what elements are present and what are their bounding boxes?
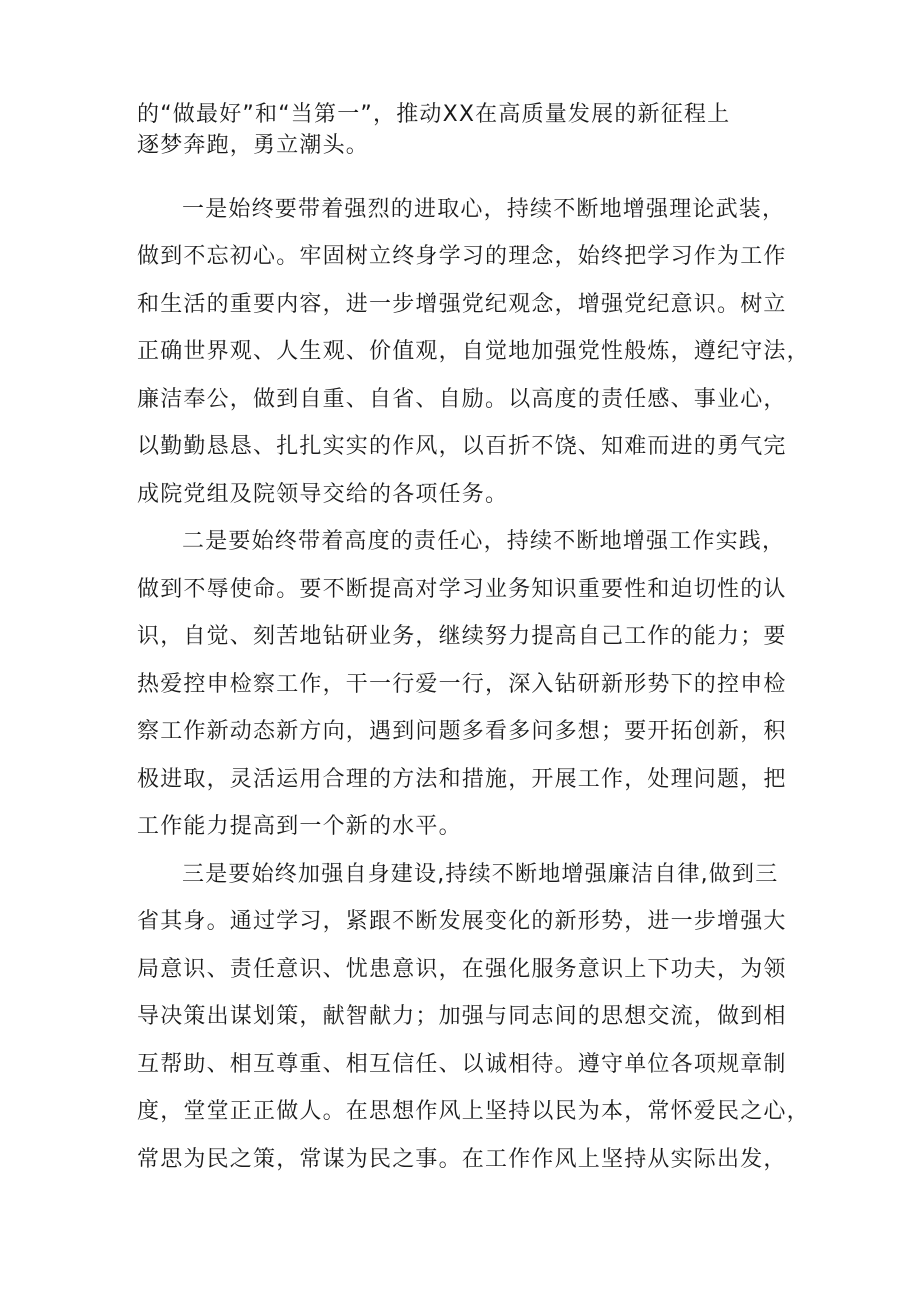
text-line: 做到不辱使命。要不断提高对学习业务知识重要性和迫切性的认 xyxy=(137,577,787,602)
text-line: 省其身。通过学习，紧跟不断发展变化的新形势，进一步增强大 xyxy=(137,909,787,934)
text-line: 做到不忘初心。牢固树立终身学习的理念，始终把学习作为工作 xyxy=(137,244,787,269)
text-line: 局意识、责任意识、忧患意识，在强化服务意识上下功夫，为领 xyxy=(137,957,787,982)
text-line: 逐梦奔跑，勇立潮头。 xyxy=(137,133,370,158)
text-line: 察工作新动态新方向，遇到问题多看多问多想；要开拓创新，积 xyxy=(137,719,787,744)
text-line: 度，堂堂正正做人。在思想作风上坚持以民为本，常怀爱民之心， xyxy=(137,1099,810,1124)
text-line: 一是始终要带着强烈的进取心，持续不断地增强理论武装， xyxy=(182,197,786,222)
text-line: 以勤勤恳恳、扎扎实实的作风，以百折不饶、知难而进的勇气完 xyxy=(137,434,787,459)
text-line: 导决策出谋划策，献智献力；加强与同志间的思想交流，做到相 xyxy=(137,1004,787,1029)
text-line: 工作能力提高到一个新的水平。 xyxy=(137,814,462,839)
text-line: 识，自觉、刻苦地钻研业务，继续努力提高自己工作的能力；要 xyxy=(137,624,787,649)
text-line: 极进取，灵活运用合理的方法和措施，开展工作，处理问题，把 xyxy=(137,767,787,792)
text-line: 常思为民之策，常谋为民之事。在工作作风上坚持从实际出发， xyxy=(137,1147,787,1172)
text-line: 成院党组及院领导交给的各项任务。 xyxy=(137,482,509,507)
text-line: 互帮助、相互尊重、相互信任、以诚相待。遵守单位各项规章制 xyxy=(137,1052,787,1077)
text-line: 三是要始终加强自身建设,持续不断地增强廉洁自律,做到三 xyxy=(182,862,779,887)
text-line: 和生活的重要内容，进一步增强党纪观念，增强党纪意识。树立 xyxy=(137,292,787,317)
text-line: 的“做最好”和“当第一”，推动XX在高质量发展的新征程上 xyxy=(137,102,731,127)
text-line: 廉洁奉公，做到自重、自省、自励。以高度的责任感、事业心， xyxy=(137,387,787,412)
text-line: 热爱控申检察工作，干一行爱一行，深入钻研新形势下的控申检 xyxy=(137,672,787,697)
text-line: 正确世界观、人生观、价值观，自觉地加强党性般炼，遵纪守法， xyxy=(137,339,810,364)
text-line: 二是要始终带着高度的责任心，持续不断地增强工作实践， xyxy=(182,529,786,554)
